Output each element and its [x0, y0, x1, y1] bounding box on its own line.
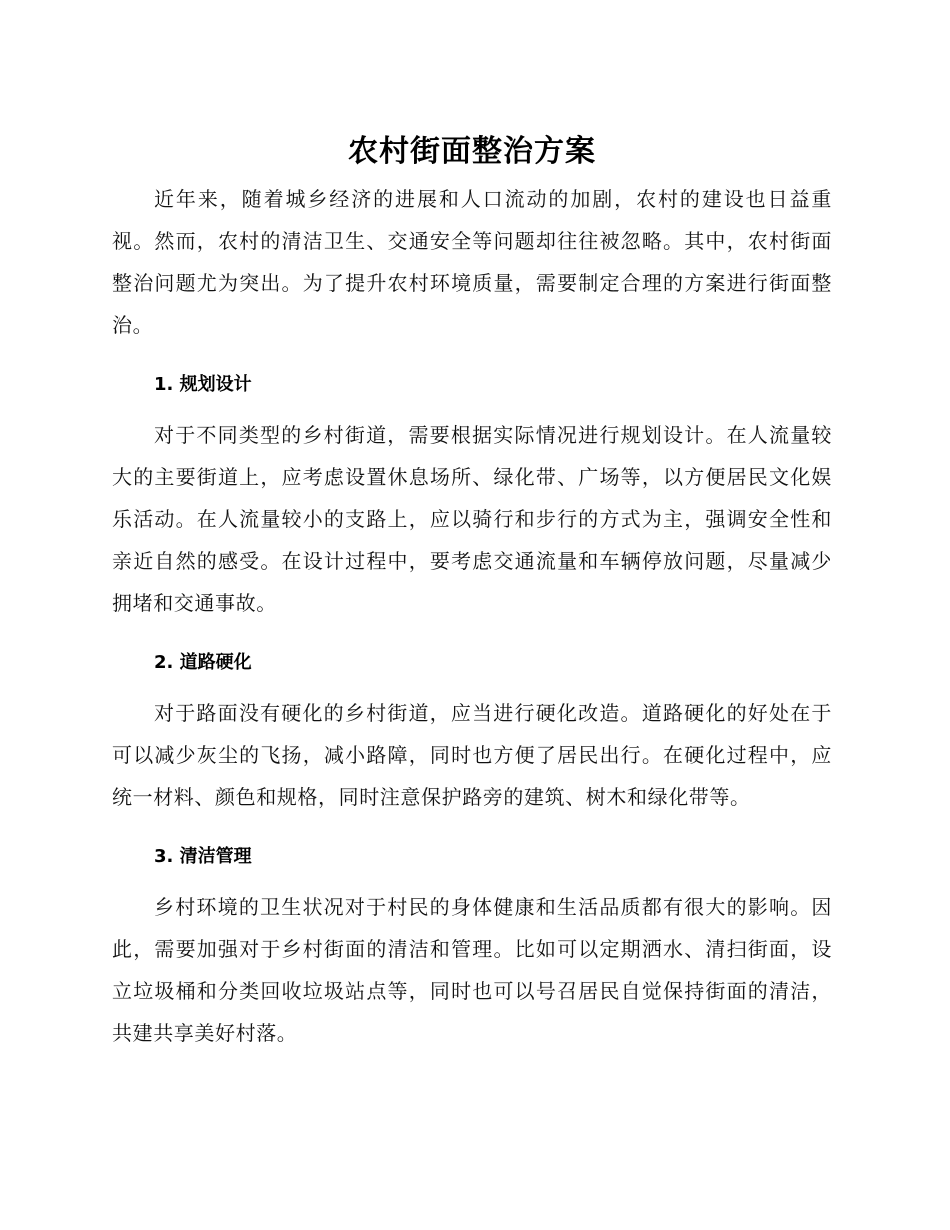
section-body-planning: 对于不同类型的乡村街道，需要根据实际情况进行规划设计。在人流量较大的主要街道上，应考虑设置休息场所、绿化带、广场等，以方便居民文化娱乐活动。在人流量较小的支路上，应以骑行和步行的方式为主，强调安全性和亲近自然的感受。在设计过程中，要考虑交通流量和车辆停放问题，尽量减少拥堵和交通事故。 [112, 423, 832, 615]
intro-paragraph: 近年来，随着城乡经济的进展和人口流动的加剧，农村的建设也日益重视。然而，农村的清洁卫生、交通安全等问题却往往被忽略。其中，农村街面整治问题尤为突出。为了提升农村环境质量，需要制定合理的方案进行街面整治。 [112, 187, 832, 337]
section-body-cleaning: 乡村环境的卫生状况对于村民的身体健康和生活品质都有很大的影响。因此，需要加强对于乡村街面的清洁和管理。比如可以定期洒水、清扫街面，设立垃圾桶和分类回收垃圾站点等，同时也可以号召居民自觉保持街面的清洁，共建共享美好村落。 [112, 895, 832, 1045]
section-heading-planning: 1. 规划设计 [154, 374, 252, 395]
document-page [112, 128, 832, 1054]
section-heading-cleaning: 3. 清洁管理 [154, 846, 252, 867]
document-title: 农村街面整治方案 [348, 134, 596, 169]
section-body-road-hardening: 对于路面没有硬化的乡村街道，应当进行硬化改造。道路硬化的好处在于可以减少灰尘的飞扬，减小路障，同时也方便了居民出行。在硬化过程中，应统一材料、颜色和规格，同时注意保护路旁的建筑、树木和绿化带等。 [112, 701, 832, 809]
section-heading-road-hardening: 2. 道路硬化 [154, 652, 252, 673]
